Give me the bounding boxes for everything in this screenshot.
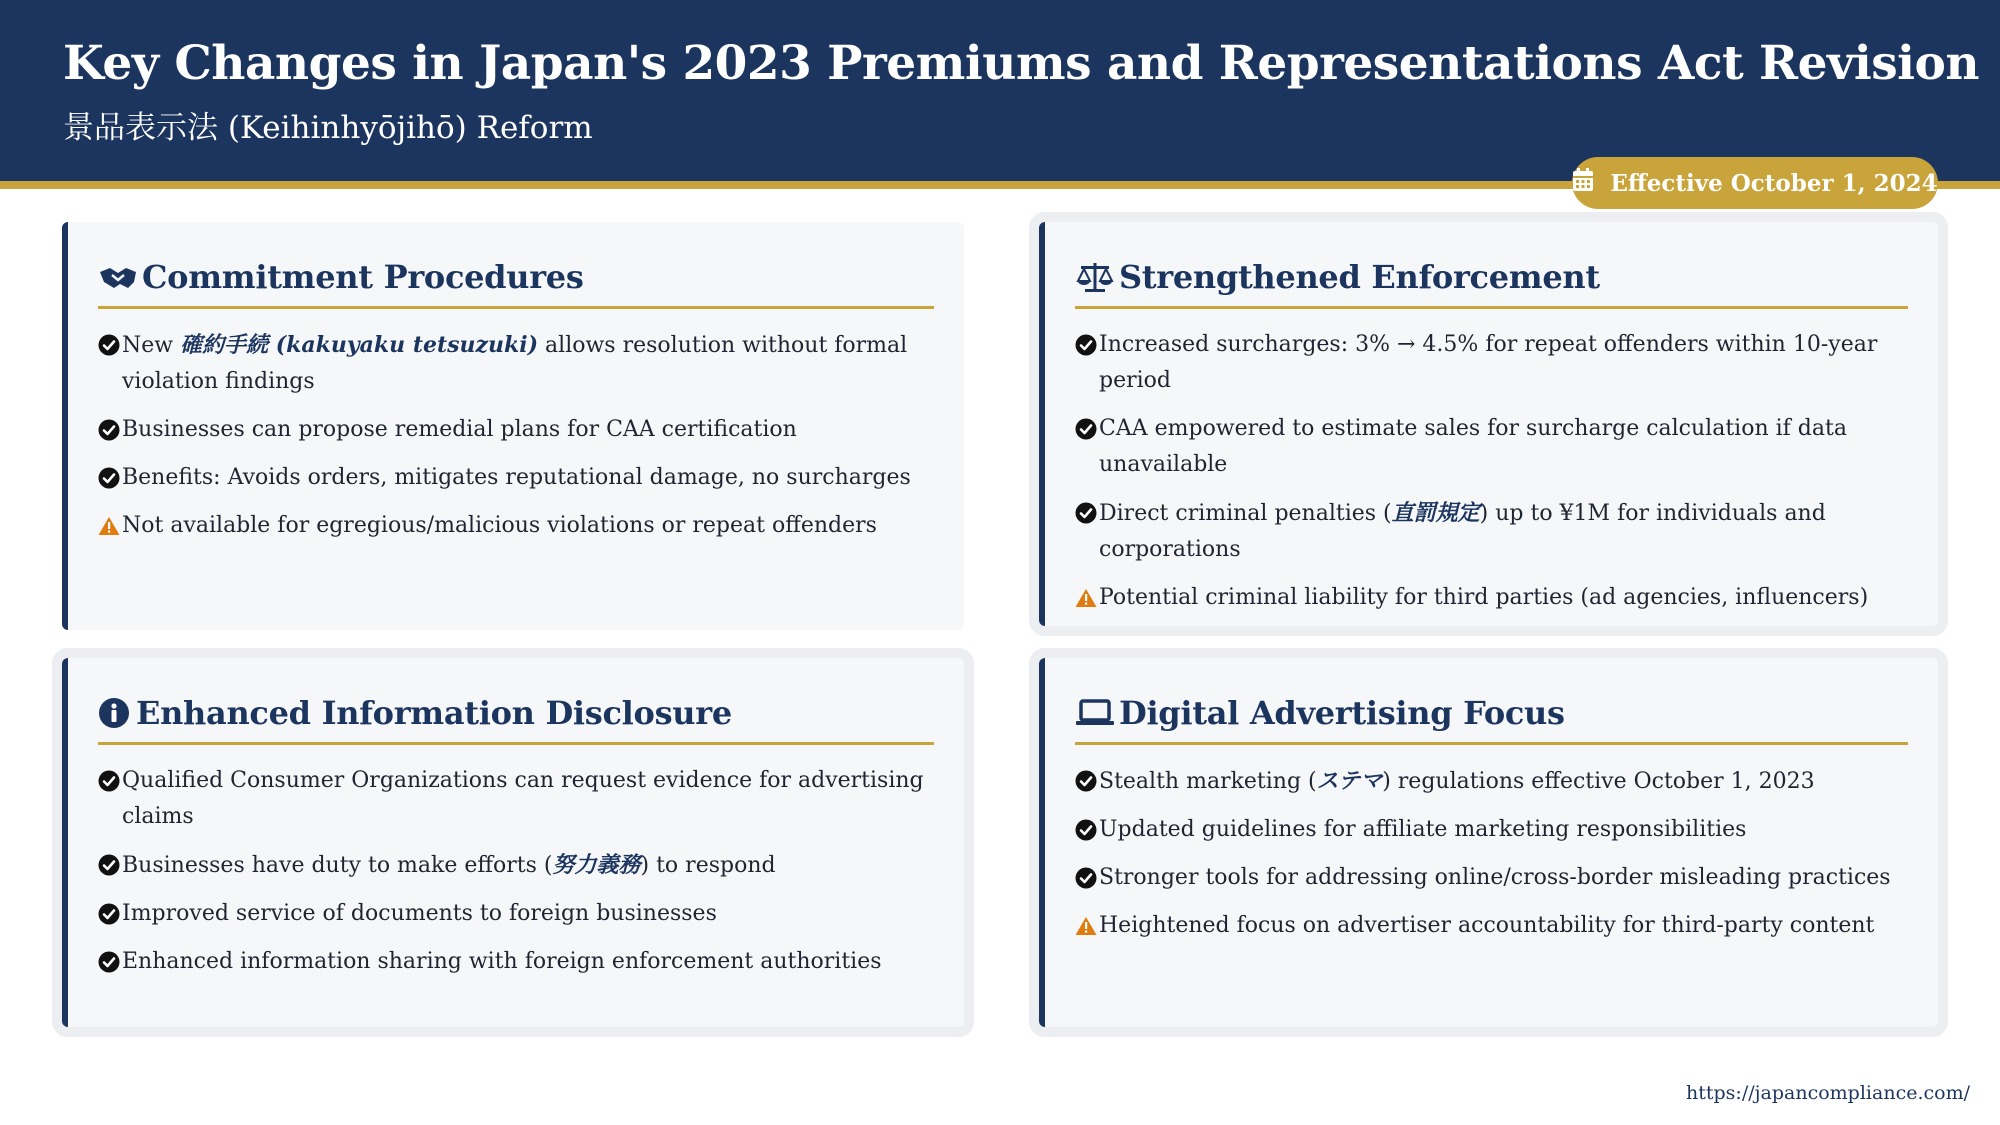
item-text: Stronger tools for addressing online/cross-border misleading practices <box>1099 865 1891 890</box>
card-header <box>1075 694 1908 745</box>
check-circle-icon <box>98 327 122 363</box>
item-text-segment: Businesses have duty to make efforts ( <box>122 853 553 878</box>
item-text-segment: ) regulations effective October 1, 2023 <box>1382 769 1815 794</box>
item-text: Increased surcharges: 3% → 4.5% for repeat offenders within 10-year period <box>1099 332 1878 393</box>
check-circle-icon <box>1075 495 1099 531</box>
check-circle-icon <box>1075 411 1099 447</box>
item-text: Potential criminal liability for third parties (ad agencies, influencers) <box>1099 585 1869 610</box>
highlighted-term: 努力義務 <box>552 852 641 878</box>
check-circle-icon <box>98 460 122 496</box>
item-text: Heightened focus on advertiser accountability for third-party content <box>1099 913 1875 938</box>
item-list <box>1075 327 1908 616</box>
footer-url-link[interactable]: https://japancompliance.com/ <box>1686 1082 1970 1104</box>
info-icon <box>98 695 132 731</box>
card-title: Enhanced Information Disclosure <box>136 694 732 732</box>
highlighted-term: 確約手続 (kakuyaku tetsuzuki) <box>180 332 539 358</box>
list-item <box>98 944 934 980</box>
item-text-segment: Direct criminal penalties ( <box>1099 501 1392 526</box>
warning-icon <box>1075 580 1099 616</box>
item-text <box>1099 495 1908 568</box>
check-circle-icon <box>98 847 122 883</box>
card-title: Strengthened Enforcement <box>1119 258 1600 296</box>
item-text-segment: New <box>122 333 181 358</box>
item-text-segment: allows resolution without formal violation findings <box>122 333 908 394</box>
check-circle-icon <box>98 763 122 799</box>
item-text <box>1099 763 1908 800</box>
list-item <box>1075 580 1908 616</box>
card-enhanced-information-disclosure <box>62 658 964 1027</box>
item-text: Businesses can propose remedial plans for CAA certification <box>122 417 797 442</box>
page-subtitle: 景品表示法 (Keihinhyōjihō) Reform <box>63 110 593 146</box>
list-item <box>98 896 934 932</box>
header-banner <box>0 0 2000 181</box>
calendar-icon <box>1572 168 1594 198</box>
check-circle-icon <box>1075 763 1099 799</box>
card-strengthened-enforcement <box>1039 222 1938 626</box>
item-text: CAA empowered to estimate sales for surcharge calculation if data unavailable <box>1099 416 1847 477</box>
item-text: Not available for egregious/malicious violations or repeat offenders <box>122 513 877 538</box>
handshake-icon <box>98 259 138 295</box>
list-item <box>1075 812 1908 848</box>
check-circle-icon <box>98 944 122 980</box>
check-circle-icon <box>1075 327 1099 363</box>
card-title: Commitment Procedures <box>142 258 584 296</box>
item-list <box>98 327 934 544</box>
list-item <box>98 460 934 496</box>
item-text-segment: Stealth marketing ( <box>1099 769 1317 794</box>
highlighted-term: ステマ <box>1316 768 1383 794</box>
card-header <box>1075 258 1908 309</box>
list-item <box>1075 908 1908 944</box>
card-header <box>98 258 934 309</box>
list-item <box>1075 860 1908 896</box>
card-title: Digital Advertising Focus <box>1119 694 1565 732</box>
check-circle-icon <box>1075 860 1099 896</box>
list-item <box>98 847 934 884</box>
item-text-segment: ) to respond <box>640 853 776 878</box>
list-item <box>98 412 934 448</box>
card-header <box>98 694 934 745</box>
list-item <box>98 763 934 835</box>
item-list <box>98 763 934 980</box>
list-item <box>98 327 934 400</box>
item-text: Enhanced information sharing with foreign enforcement authorities <box>122 949 882 974</box>
item-text <box>122 327 934 400</box>
item-list <box>1075 763 1908 944</box>
list-item <box>1075 495 1908 568</box>
warning-icon <box>98 508 122 544</box>
item-text-segment: ) up to ¥1M for individuals and corporations <box>1099 501 1826 562</box>
page-title: Key Changes in Japan's 2023 Premiums and Representations Act Revision <box>63 36 1980 91</box>
highlighted-term: 直罰規定 <box>1391 500 1480 526</box>
scale-icon <box>1075 259 1115 295</box>
list-item <box>1075 411 1908 483</box>
card-digital-advertising-focus <box>1039 658 1938 1027</box>
item-text <box>122 847 934 884</box>
check-circle-icon <box>1075 812 1099 848</box>
effective-date-badge <box>1572 157 1938 209</box>
item-text: Updated guidelines for affiliate marketing responsibilities <box>1099 817 1747 842</box>
item-text: Improved service of documents to foreign businesses <box>122 901 717 926</box>
item-text: Qualified Consumer Organizations can request evidence for advertising claims <box>122 768 924 829</box>
card-commitment-procedures <box>62 222 964 630</box>
effective-date-label: Effective October 1, 2024 <box>1610 169 1938 197</box>
check-circle-icon <box>98 896 122 932</box>
list-item <box>1075 327 1908 399</box>
item-text: Benefits: Avoids orders, mitigates reputational damage, no surcharges <box>122 465 911 490</box>
list-item <box>98 508 934 544</box>
list-item <box>1075 763 1908 800</box>
check-circle-icon <box>98 412 122 448</box>
warning-icon <box>1075 908 1099 944</box>
laptop-icon <box>1075 695 1115 731</box>
